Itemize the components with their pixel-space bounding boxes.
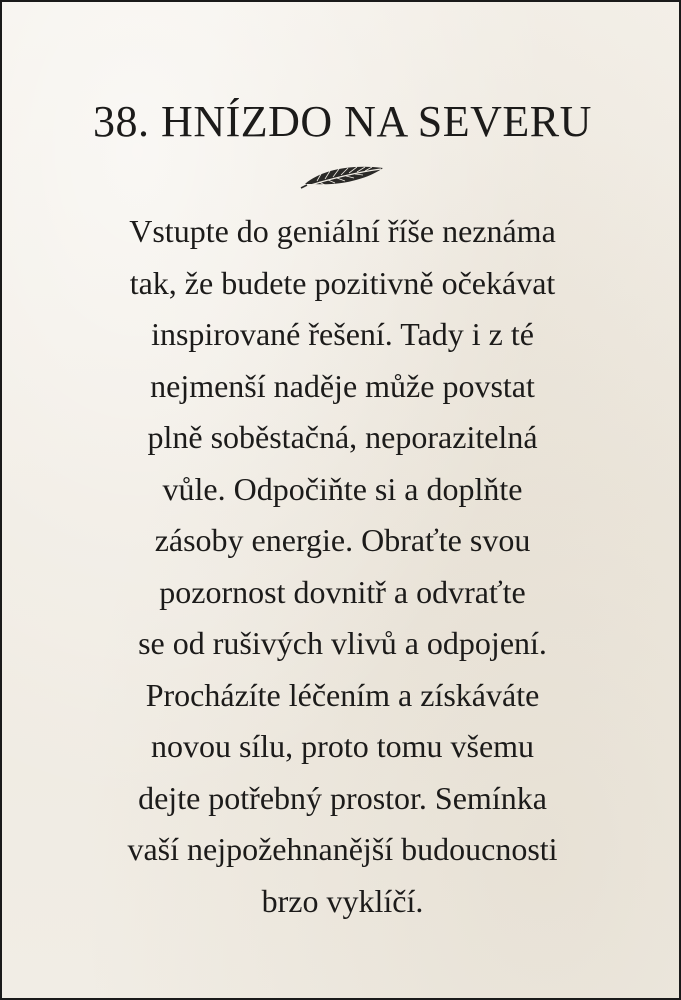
body-line: plně soběstačná, neporazitelná bbox=[147, 419, 538, 455]
card-body-text bbox=[42, 206, 643, 927]
body-line: brzo vyklíčí. bbox=[261, 882, 424, 919]
body-line: vůle. Odpočiňte si a doplňte bbox=[162, 470, 523, 507]
body-line: vaší nejpožehnanější budoucnosti bbox=[127, 831, 558, 867]
body-line: se od rušivých vlivů a odpojení. bbox=[138, 625, 547, 661]
body-line: dejte potřebný prostor. Semínka bbox=[138, 779, 547, 816]
feather-icon bbox=[299, 162, 387, 192]
body-line: Procházíte léčením a získáváte bbox=[145, 676, 540, 713]
body-line: Vstupte do geniální říše neznáma bbox=[129, 213, 556, 249]
body-line: zásoby energie. Obraťte svou bbox=[154, 522, 531, 558]
card-title: 38. HNÍZDO NA SEVERU bbox=[93, 97, 592, 146]
body-line: pozornost dovnitř a odvraťte bbox=[159, 573, 526, 610]
body-line: tak, že budete pozitivně očekávat bbox=[129, 264, 556, 301]
body-line: nejmenší naděje může povstat bbox=[150, 367, 535, 404]
body-line: inspirované řešení. Tady i z té bbox=[151, 316, 534, 352]
body-line: novou sílu, proto tomu všemu bbox=[150, 728, 535, 764]
